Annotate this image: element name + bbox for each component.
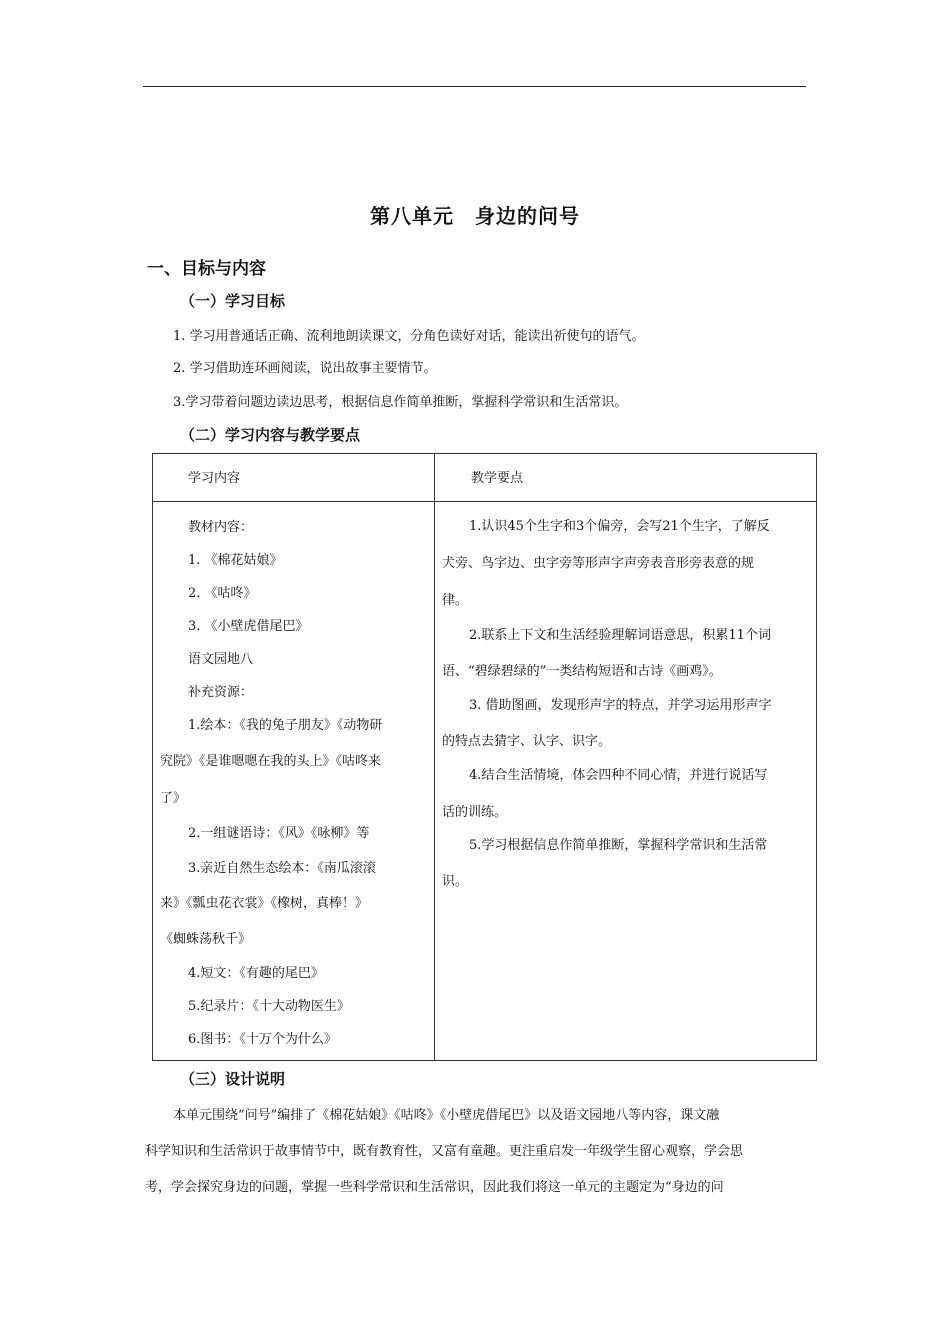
section-heading-goals-content: 一、目标与内容 (147, 259, 266, 279)
left-cell-line: 3. 《小壁虎借尾巴》 (188, 619, 309, 634)
right-cell-line: 话的训练。 (442, 805, 508, 820)
header-rule (143, 86, 806, 87)
goal-item-3: 3.学习带着问题边读边思考，根据信息作简单推断，掌握科学常识和生活常识。 (173, 395, 628, 410)
design-notes-line: 本单元围绕“问号”编排了《棉花姑娘》《咕咚》《小壁虎借尾巴》以及语文园地八等内容，课文融 (173, 1108, 720, 1123)
table-header-divider (153, 501, 816, 502)
left-cell-line: 6.图书：《十万个为什么》 (188, 1032, 337, 1047)
left-cell-line: 5.纪录片：《十大动物医生》 (188, 999, 350, 1014)
right-cell-line: 4.结合生活情境，体会四种不同心情，并进行说话写 (469, 768, 768, 783)
right-cell-line: 语、“碧绿碧绿的”一类结构短语和古诗《画鸡》。 (442, 664, 722, 679)
left-cell-line: 补充资源： (188, 685, 254, 700)
right-cell-line: 1.认识45个生字和3个偏旁，会写21个生字，了解反 (469, 519, 770, 534)
subheading-content-points: （二）学习内容与教学要点 (180, 426, 361, 444)
right-cell-line: 犬旁、鸟字边、虫字旁等形声字声旁表音形旁表意的规 (442, 556, 755, 571)
right-cell-line: 的特点去猜字、认字、识字。 (442, 734, 612, 749)
right-cell-line: 律。 (442, 593, 469, 608)
left-cell-line: 教材内容： (188, 520, 254, 535)
subheading-learning-goals: （一）学习目标 (180, 292, 286, 310)
left-cell-line: 4.短文：《有趣的尾巴》 (188, 966, 324, 981)
left-cell-line: 3.亲近自然生态绘本：《南瓜滚滚 (188, 861, 376, 876)
table-header-content: 学习内容 (188, 471, 241, 486)
page-title: 第八单元 身边的问号 (370, 204, 580, 228)
right-cell-line: 2.联系上下文和生活经验理解词语意思，积累11个词 (469, 628, 771, 643)
left-cell-line: 1.绘本：《我的兔子朋友》《动物研 (188, 718, 383, 733)
right-cell-line: 识。 (442, 874, 469, 889)
left-cell-line: 1. 《棉花姑娘》 (188, 553, 283, 568)
goal-item-1: 1. 学习用普通话正确、流利地朗读课文，分角色读好对话，能读出祈使句的语气。 (173, 329, 645, 344)
design-notes-line: 考，学会探究身边的问题，掌握一些科学常识和生活常识，因此我们将这一单元的主题定为“身边的问 (145, 1180, 724, 1195)
left-cell-line: 2.一组谜语诗：《风》《咏柳》等 (188, 826, 370, 841)
content-table (152, 453, 817, 1061)
left-cell-line: 究院》《是谁嗯嗯在我的头上》《咕咚来 (160, 754, 382, 769)
left-cell-line: 2. 《咕咚》 (188, 586, 257, 601)
left-cell-line: 《蜘蛛荡秋千》 (160, 932, 252, 947)
right-cell-line: 3. 借助图画，发现形声字的特点，并学习运用形声字 (469, 698, 772, 713)
table-header-points: 教学要点 (471, 471, 524, 486)
left-cell-line: 来》《瓢虫花衣裳》《橡树，真棒！》 (160, 896, 369, 911)
subheading-design-notes: （三）设计说明 (180, 1070, 286, 1088)
design-notes-line: 科学知识和生活常识于故事情节中，既有教育性，又富有童趣。更注重启发一年级学生留心观察，学会思 (145, 1144, 744, 1159)
goal-item-2: 2. 学习借助连环画阅读，说出故事主要情节。 (173, 361, 437, 376)
table-column-divider (434, 454, 435, 1060)
right-cell-line: 5.学习根据信息作简单推断，掌握科学常识和生活常 (469, 838, 768, 853)
left-cell-line: 语文园地八 (188, 652, 254, 667)
left-cell-line: 了》 (160, 791, 187, 806)
